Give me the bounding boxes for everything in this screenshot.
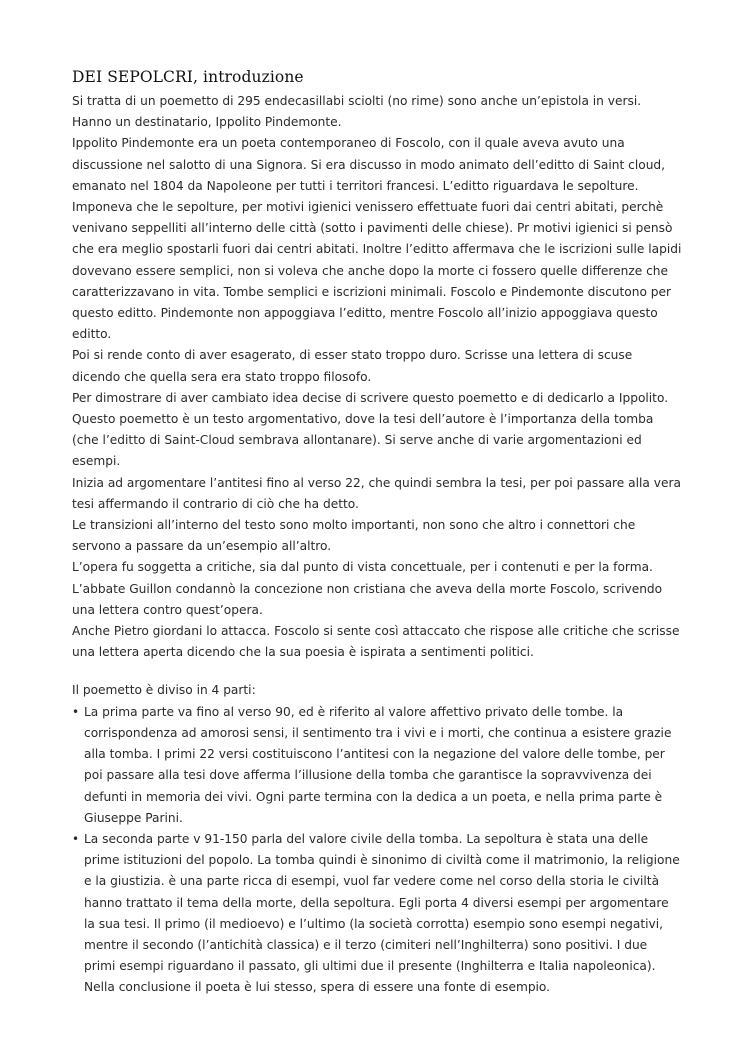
bullet-icon: •: [72, 831, 80, 846]
intro-paragraph: Ippolito Pindemonte era un poeta contemporaneo di Foscolo, con il quale aveva avuto una discussione nel salotto di una Signora. Si era discusso in modo animato dell’editto di Saint cloud, emanato nel 1804 da Napoleone per tutti i territori francesi. L’editto riguardava le sepolture. Imponeva che le sepolture, per motivi igienici venissero effettuate fuori dai centri abitati, perchè venivano seppelliti all’interno delle città (sotto i pavimenti delle chiese). Pr motivi igienici si pensò che era meglio spostarli fuori dai centri abitati. Inoltre l’editto affermava che le iscrizioni sulle lapidi dovevano essere semplici, non si voleva che anche dopo la morte ci fossero quelle differenze che caratterizzavano in vita. Tombe semplici e iscrizioni minimali. Foscolo e Pindemonte discutono per questo editto. Pindemonte non appoggiava l’editto, mentre Foscolo all’inizio appoggiava questo editto.: [72, 136, 682, 342]
intro-paragraph: L’opera fu soggetta a critiche, sia dal punto di vista concettuale, per i contenuti e per la forma.: [72, 560, 653, 575]
intro-paragraph: Anche Pietro giordani lo attacca. Foscolo si sente così attaccato che rispose alle critiche che scrisse una lettera aperta dicendo che la sua poesia è ispirata a sentimenti politici.: [72, 624, 680, 660]
document-page: [72, 66, 682, 999]
document-title: DEI SEPOLCRI, introduzione: [72, 68, 304, 86]
intro-paragraph: Per dimostrare di aver cambiato idea decise di scrivere questo poemetto e di dedicarlo a Ippolito.: [72, 390, 669, 405]
intro-paragraph: Inizia ad argomentare l’antitesi fino al verso 22, che quindi sembra la tesi, per poi passare alla vera tesi affermando il contrario di ciò che ha detto.: [72, 475, 681, 511]
intro-paragraph: L’abbate Guillon condannò la concezione non cristiana che aveva della morte Foscolo, scrivendo una lettera contro quest’opera.: [72, 581, 663, 617]
parts-list: [72, 702, 682, 999]
list-item-text: La prima parte va fino al verso 90, ed è riferito al valore affettivo privato delle tombe. la corrispondenza ad amorosi sensi, il sentimento tra i vivi e i morti, che continua a esistere grazie alla tomba. I primi 22 versi costituiscono l’antitesi con la negazione del valore delle tombe, per poi passare alla tesi dove afferma l’illusione della tomba che garantisce la sopravvivenza dei defunti in memoria dei vivi. Ogni parte termina con la dedica a un poeta, e nella prima parte è Giuseppe Parini.: [84, 704, 672, 825]
list-item: [72, 829, 682, 999]
bullet-icon: •: [72, 704, 80, 719]
intro-paragraph: Questo poemetto è un testo argomentativo, dove la tesi dell’autore è l’importanza della tomba (che l’editto di Saint-Cloud sembrava allontanare). Si serve anche di varie argomentazioni ed esempi.: [72, 412, 654, 469]
intro-paragraph: Poi si rende conto di aver esagerato, di esser stato troppo duro. Scrisse una lettera di scuse dicendo che quella sera era stato troppo filosofo.: [72, 348, 633, 384]
list-item-text: La seconda parte v 91-150 parla del valore civile della tomba. La sepoltura è stata una delle prime istituzioni del popolo. La tomba quindi è sinonimo di civiltà come il matrimonio, la religione e la giustizia. è una parte ricca di esempi, vuol far vedere come nel corso della storia le civiltà hanno trattato il tema della morte, della sepoltura. Egli porta 4 diversi esempi per argomentare la sua tesi. Il primo (il medioevo) e l’ultimo (la società corrotta) esempio sono esempi negativi, mentre il secondo (l’antichità classica) e il terzo (cimiteri nell’Inghilterra) sono positivi. I due primi esempi riguardano il passato, gli ultimi due il presente (Inghilterra e Italia napoleonica). Nella conclusione il poeta è lui stesso, spera di essere una fonte di esempio.: [84, 831, 680, 995]
intro-paragraph: Le transizioni all’interno del testo sono molto importanti, non sono che altro i connettori che servono a passare da un’esempio all’altro.: [72, 518, 636, 554]
intro-paragraph: Si tratta di un poemetto di 295 endecasillabi sciolti (no rime) sono anche un’epistola in versi. Hanno un destinatario, Ippolito Pindemonte.: [72, 94, 642, 130]
intro-section: [72, 91, 682, 663]
list-item: [72, 702, 682, 829]
parts-intro: Il poemetto è diviso in 4 parti:: [72, 683, 256, 698]
